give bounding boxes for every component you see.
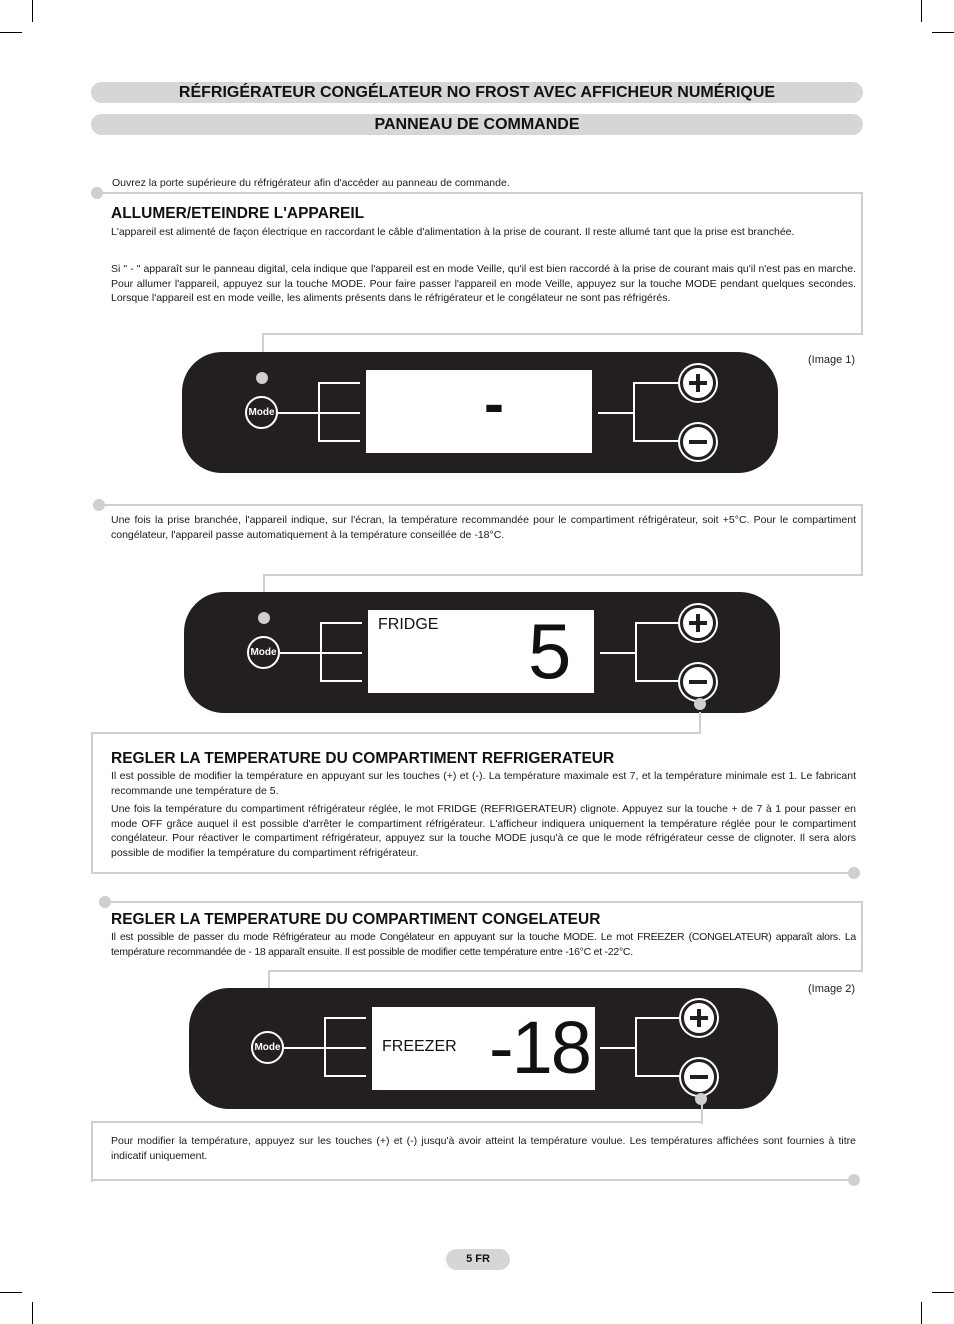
bracket-line (318, 440, 360, 442)
connector-line (91, 872, 851, 874)
page-title: RÉFRIGÉRATEUR CONGÉLATEUR NO FROST AVEC AFFICHEUR NUMÉRIQUE (91, 82, 863, 103)
section-paragraph: Il est possible de passer du mode Réfrigérateur au mode Congélateur en appuyant sur la touche MODE. Le mot FREEZER (CONGELATEUR) apparaît alors. La température recommandée de - 18 apparaît ensuite. Il est possible de modifier cette température entre -16°C et -22°C. (111, 931, 856, 958)
plus-button[interactable] (680, 365, 716, 401)
connector-line (699, 712, 701, 734)
connector-line (91, 1179, 851, 1181)
connector-line (861, 504, 863, 576)
connector-line (91, 732, 93, 874)
display-screen (372, 1007, 595, 1090)
connector-line (91, 1121, 93, 1182)
section-heading: REGLER LA TEMPERATURE DU COMPARTIMENT REFRIGERATEUR (111, 750, 615, 767)
bracket-line (635, 1017, 683, 1019)
bracket-line (320, 652, 362, 654)
plus-icon (696, 374, 700, 392)
crop-mark (32, 0, 33, 22)
bracket-line (600, 1047, 636, 1049)
bracket-line (320, 622, 362, 624)
image-caption: (Image 2) (808, 983, 856, 995)
intro-text: Ouvrez la porte supérieure du réfrigérateur afin d'accéder au panneau de commande. (112, 177, 510, 189)
connector-line (100, 504, 863, 506)
control-panel-image1 (182, 352, 778, 473)
bracket-line (600, 652, 636, 654)
section-heading: ALLUMER/ETEINDRE L'APPAREIL (111, 205, 365, 222)
image-caption: (Image 1) (808, 354, 856, 366)
connector-line (262, 333, 863, 335)
bracket-line (324, 1017, 366, 1019)
page-subtitle: PANNEAU DE COMMANDE (91, 114, 863, 135)
section-paragraph: Si " - " apparaît sur le panneau digital, cela indique que l'appareil est en mode Veille, qu'il est bien raccordé à la prise de courant mais qu'il n'est pas en marche. Pour allumer l'appareil, appuyez sur la touche MODE. Pour faire passer l'appareil en mode Veille, appuyez sur la touche MODE pendant quelques secondes. Lorsque l'appareil est en mode veille, les aliments présents dans le réfrigérateur et le congélateur ne sont pas réfrigérés. (111, 263, 856, 304)
control-panel-fridge (184, 592, 780, 713)
note-text: Une fois la prise branchée, l'appareil indique, sur l'écran, la température recommandée pour le compartiment réfrigérateur, soit +5°C. Pour le compartiment congélateur, l'appareil passe automatiquement à la température conseillée de -18°C. (111, 514, 856, 541)
section-paragraph: Il est possible de modifier la température en appuyant sur les touches (+) et (-). La température maximale est 7, et la température minimale est 1. Le fabricant recommande une température de 5. (111, 770, 856, 797)
connector-dot (848, 867, 860, 879)
connector-dot (694, 698, 706, 710)
minus-button[interactable] (681, 1059, 717, 1095)
minus-button[interactable] (680, 664, 716, 700)
crop-mark (921, 1302, 922, 1324)
crop-mark (932, 32, 954, 33)
bracket-line (320, 680, 362, 682)
mode-button[interactable]: Mode (251, 1031, 284, 1064)
section-heading: REGLER LA TEMPERATURE DU COMPARTIMENT CONGELATEUR (111, 911, 601, 928)
bracket-line (635, 622, 683, 624)
page-number: 5 FR (446, 1249, 510, 1270)
connector-line (861, 192, 863, 335)
bracket-line (598, 412, 634, 414)
crop-mark (0, 1292, 22, 1293)
plus-icon (697, 1009, 701, 1027)
bracket-line (280, 652, 320, 654)
display-value: -18 (489, 1006, 590, 1089)
connector-line (91, 1121, 703, 1123)
connector-line (263, 574, 863, 576)
bracket-line (318, 412, 360, 414)
crop-mark (32, 1302, 33, 1324)
bracket-line (633, 382, 635, 442)
minus-icon (690, 1075, 708, 1079)
section-paragraph: L'appareil est alimenté de façon électrique en raccordant le câble d'alimentation à la prise de courant. Il reste allumé tant que la prise est branchée. (111, 226, 795, 238)
display-screen (368, 607, 594, 695)
bracket-line (633, 382, 683, 384)
bracket-line (635, 1075, 683, 1077)
bracket-line (324, 1075, 366, 1077)
connector-dot (258, 612, 270, 624)
bracket-line (635, 1017, 637, 1077)
bracket-line (633, 440, 683, 442)
freezer-label: FREEZER (382, 1038, 457, 1055)
bracket-line (318, 382, 360, 384)
display-value: 5 (528, 607, 572, 695)
display-screen (366, 370, 592, 453)
crop-mark (921, 0, 922, 22)
connector-line (91, 732, 701, 734)
connector-line (268, 970, 863, 972)
bracket-line (324, 1047, 366, 1049)
connector-line (106, 901, 863, 903)
bracket-line (284, 1047, 324, 1049)
connector-line (861, 901, 863, 972)
crop-mark (932, 1292, 954, 1293)
plus-button[interactable] (681, 1000, 717, 1036)
connector-line (100, 192, 863, 194)
note-text: Pour modifier la température, appuyez sur les touches (+) et (-) jusqu'à avoir atteint la température voulue. Les températures affichées sont fournies à titre indicatif uniquement. (111, 1135, 856, 1162)
connector-dot (256, 372, 268, 384)
minus-button[interactable] (680, 424, 716, 460)
bracket-line (278, 412, 318, 414)
display-value: - (484, 370, 504, 437)
plus-button[interactable] (680, 605, 716, 641)
section-paragraph: Une fois la température du compartiment réfrigérateur réglée, le mot FRIDGE (REFRIGERATEUR) clignote. Appuyez sur la touche + de 7 à 1 pour passer en mode OFF grâce auquel il est possible d'arrêter le compartiment réfrigérateur. L'afficheur indiquera uniquement la température réglée pour le compartiment congélateur. Pour réactiver le compartiment réfrigérateur, appuyez sur la touche MODE jusqu'à ce que le mode réfrigérateur cesse de clignoter. Il sera alors possible de modifier la température du compartiment réfrigérateur. (111, 803, 856, 859)
bracket-line (635, 680, 683, 682)
bracket-line (635, 622, 637, 682)
mode-button[interactable]: Mode (245, 396, 278, 429)
crop-mark (0, 32, 22, 33)
control-panel-freezer (189, 988, 778, 1109)
mode-button[interactable]: Mode (247, 636, 280, 669)
minus-icon (689, 440, 707, 444)
connector-dot (848, 1174, 860, 1186)
minus-icon (689, 680, 707, 684)
plus-icon (696, 614, 700, 632)
fridge-label: FRIDGE (378, 616, 439, 633)
